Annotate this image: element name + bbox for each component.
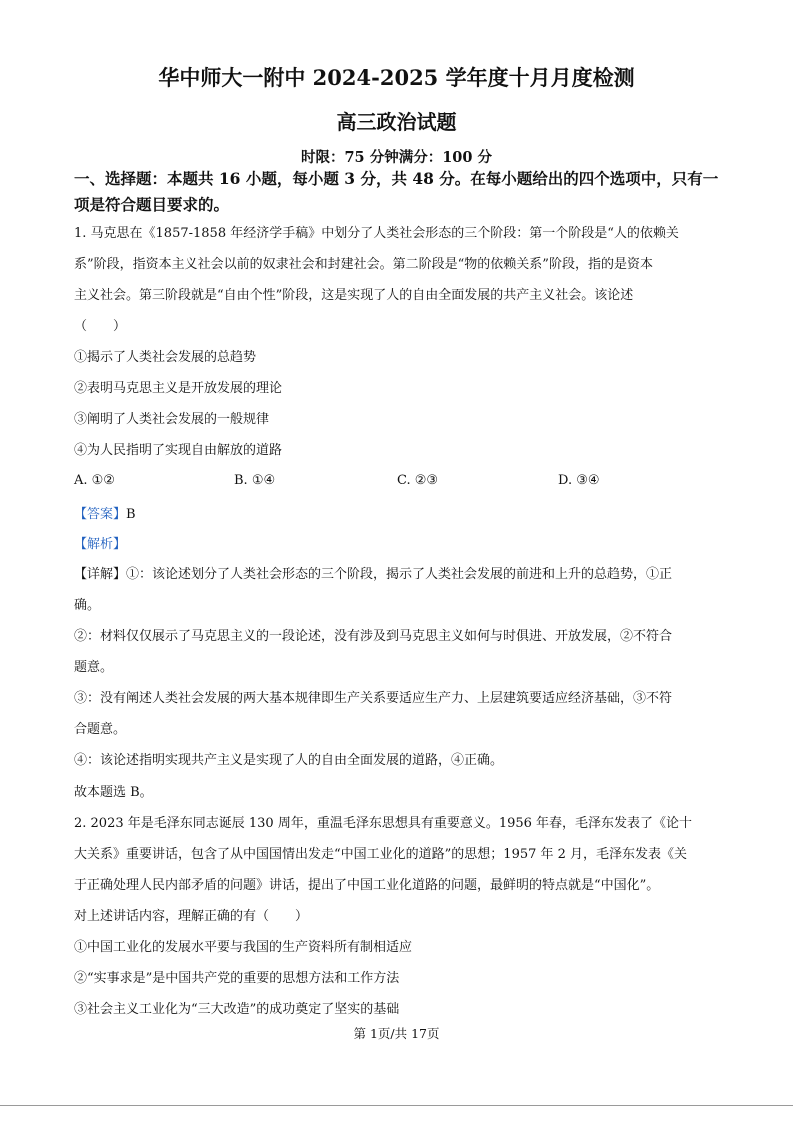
q2-stem-line: 对上述讲话内容，理解正确的有（ ）	[74, 909, 309, 924]
q1-stem-line: 系”阶段，指资本主义社会以前的奴隶社会和封建社会。第二阶段是“物的依赖关系”阶段，指的是资本	[74, 257, 653, 272]
detail-tag: 【详解】	[74, 567, 127, 582]
q1-answer	[74, 506, 136, 524]
q1-detail-line	[74, 566, 672, 584]
answer-tag: 【答案】	[74, 507, 127, 522]
section-heading-line1: 一、选择题：本题共 16 小题，每小题 3 分，共 48 分。在每小题给出的四个选项中，只有一	[74, 169, 719, 188]
analysis-tag: 【解析】	[74, 537, 127, 552]
exam-subtitle: 高三政治试题	[336, 110, 457, 134]
q2-item: ③社会主义工业化为“三大改造”的成功奠定了坚实的基础	[74, 1002, 400, 1017]
q1-item: ②表明马克思主义是开放发展的理论	[74, 381, 283, 396]
section-heading-line2: 项是符合题目要求的。	[74, 195, 230, 214]
q1-item: ③阐明了人类社会发展的一般规律	[74, 412, 270, 427]
exam-meta: 时限：75 分钟满分：100 分	[300, 149, 493, 166]
q1-detail-line: ③：没有阐述人类社会发展的两大基本规律即生产关系要适应生产力、上层建筑要适应经济基础，③不符	[74, 691, 673, 706]
q1-stem-line: （ ）	[74, 319, 127, 334]
detail-text: ①：该论述划分了人类社会形态的三个阶段，揭示了人类社会发展的前进和上升的总趋势，①正	[126, 567, 673, 582]
exam-title: 华中师大一附中 2024-2025 学年度十月月度检测	[158, 65, 635, 90]
q1-item: ①揭示了人类社会发展的总趋势	[74, 350, 257, 365]
q2-stem-line: 大关系》重要讲话，包含了从中国国情出发走“中国工业化的道路”的思想；1957 年 2 月，毛泽东发表《关	[74, 847, 688, 862]
q1-detail-line: 题意。	[74, 660, 114, 675]
q2-stem-line: 2. 2023 年是毛泽东同志诞辰 130 周年，重温毛泽东思想具有重要意义。1956 年春，毛泽东发表了《论十	[74, 816, 693, 831]
q1-detail-line: 确。	[74, 598, 101, 613]
q1-item: ④为人民指明了实现自由解放的道路	[74, 443, 283, 458]
q2-item: ②“实事求是”是中国共产党的重要的思想方法和工作方法	[74, 971, 400, 986]
q1-option-c: C. ②③	[397, 473, 439, 488]
q1-detail-line: ④：该论述指明实现共产主义是实现了人的自由全面发展的道路，④正确。	[74, 753, 504, 768]
q1-detail-line: ②：材料仅仅展示了马克思主义的一段论述，没有涉及到马克思主义如何与时俱进、开放发展，②不符合	[74, 629, 673, 644]
q1-stem-line: 主义社会。第三阶段就是“自由个性”阶段，这是实现了人的自由全面发展的共产主义社会。该论述	[74, 288, 634, 303]
q2-item: ①中国工业化的发展水平要与我国的生产资料所有制相适应	[74, 940, 413, 955]
q1-detail-line: 合题意。	[74, 722, 127, 737]
q2-stem-line: 于正确处理人民内部矛盾的问题》讲话，提出了中国工业化道路的问题，最鲜明的特点就是“中国化”。	[74, 878, 660, 893]
page-number: 第 1页/共 17页	[353, 1026, 440, 1041]
q1-option-d: D. ③④	[558, 473, 600, 488]
answer-value: B	[126, 507, 136, 522]
q1-stem-line: 1. 马克思在《1857-1858 年经济学手稿》中划分了人类社会形态的三个阶段：第一个阶段是“人的依赖关	[74, 226, 679, 241]
bottom-divider	[0, 1105, 793, 1106]
q1-option-a: A. ①②	[74, 473, 115, 488]
q1-conclusion: 故本题选 B。	[74, 785, 153, 800]
q1-option-b: B. ①④	[234, 473, 276, 488]
